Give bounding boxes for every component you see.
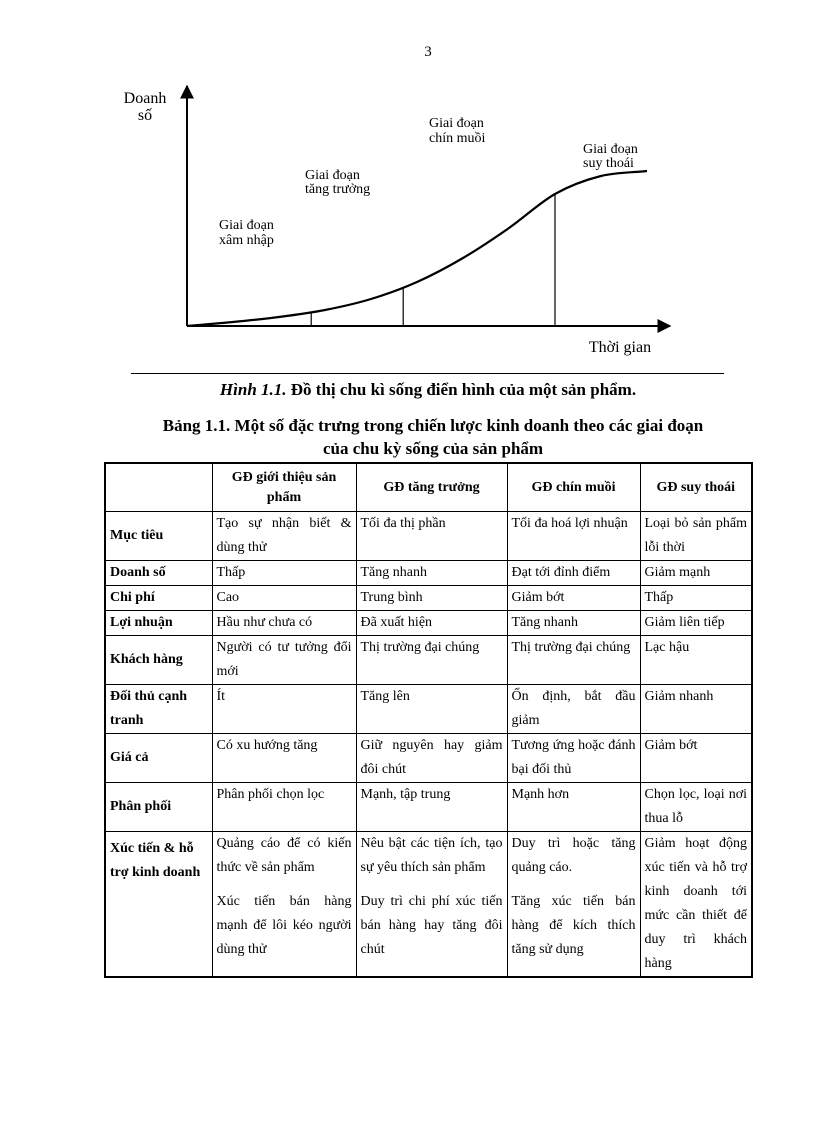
table-cell: Đã xuất hiện [356,611,507,636]
table-cell: Thấp [212,561,356,586]
stage-maturity-label-line1: Giai đoạn [429,116,484,131]
table-cell: Giảm mạnh [640,561,752,586]
stage-decline-label-line1: Giai đoạn [583,142,638,157]
table-row [105,685,752,734]
stage-maturity-label-line2: chín muồi [429,131,486,146]
table-cell: Giữ nguyên hay giảm đôi chút [356,734,507,783]
table-cell: Hầu như chưa có [212,611,356,636]
table-cell: Giảm liên tiếp [640,611,752,636]
table-cell: Tạo sự nhận biết & dùng thử [212,512,356,561]
table-cell: Giảm bớt [640,734,752,783]
table-cell: Phân phối chọn lọc [212,783,356,832]
table-cell: Ổn định, bắt đầu giảm [507,685,640,734]
row-label: Phân phối [105,783,212,832]
table-cell: Tương ứng hoặc đánh bại đối thủ [507,734,640,783]
table-cell: Thị trường đại chúng [356,636,507,685]
table-cell: Cao [212,586,356,611]
table-cell: Tăng lên [356,685,507,734]
row-label: Lợi nhuận [105,611,212,636]
table-cell: Giảm hoạt động xúc tiến và hỗ trợ kinh doanh tới mức cần thiết để duy trì khách hàng [640,832,752,978]
table-cell: Giảm bớt [507,586,640,611]
table-cell: Loại bỏ sản phẩm lỗi thời [640,512,752,561]
table-cell: Mạnh hơn [507,783,640,832]
table-header-cell: GĐ tăng trưởng [356,463,507,512]
x-axis-label: Thời gian [588,339,652,356]
table-caption [110,414,756,460]
table-row [105,512,752,561]
y-axis-label-line1: Doanh [123,90,167,107]
table-header-cell: GĐ chín muồi [507,463,640,512]
table-row [105,561,752,586]
table-cell: Nêu bật các tiện ích, tạo sự yêu thích sản phẩm [356,832,507,890]
strategy-table [104,462,753,978]
stage-introduction-label-line2: xâm nhập [219,233,274,248]
table-cell: Thị trường đại chúng [507,636,640,685]
table-cell: Tăng xúc tiến bán hàng để kích thích tăng sử dụng [507,890,640,977]
sales-curve [187,171,647,326]
table-header-row [105,463,752,512]
row-label [105,890,212,977]
table-row [105,783,752,832]
table-cell: Thấp [640,586,752,611]
table-cell: Duy trì chi phí xúc tiến bán hàng hay tăng đôi chút [356,890,507,977]
figure-caption-text: Đồ thị chu kì sống điển hình của một sản phẩm. [286,380,637,399]
table-cell: Người có tư tưởng đổi mới [212,636,356,685]
row-label: Đối thủ cạnh tranh [105,685,212,734]
stage-growth-label-line2: tăng trưởng [305,182,371,197]
table-caption-line2: của chu kỳ sống của sản phẩm [322,439,544,458]
table-cell: Xúc tiến bán hàng mạnh để lôi kéo người dùng thử [212,890,356,977]
table-header-cell: GĐ giới thiệu sản phẩm [212,463,356,512]
table-row [105,611,752,636]
table-cell: Quảng cáo để có kiến thức về sản phẩm [212,832,356,890]
table-row [105,734,752,783]
table-caption-line1: Bảng 1.1. Một số đặc trưng trong chiến lược kinh doanh theo các giai đoạn [162,416,704,435]
table-cell: Duy trì hoặc tăng quảng cáo. [507,832,640,890]
table-cell: Tối đa thị phần [356,512,507,561]
table-header-cell [105,463,212,512]
row-label: Doanh số [105,561,212,586]
row-label: Chi phí [105,586,212,611]
table-cell: Giảm nhanh [640,685,752,734]
row-label: Khách hàng [105,636,212,685]
table-cell: Tăng nhanh [356,561,507,586]
table-cell: Lạc hậu [640,636,752,685]
table-cell: Chọn lọc, loại nơi thua lỗ [640,783,752,832]
figure-caption-label: Hình 1.1. [219,380,287,399]
table-cell: Trung bình [356,586,507,611]
table-cell: Mạnh, tập trung [356,783,507,832]
figure-caption [0,380,816,400]
table-cell: Tăng nhanh [507,611,640,636]
stage-decline-label-line2: suy thoái [583,156,634,171]
stage-growth-label-line1: Giai đoạn [305,168,360,183]
page-number: 3 [424,44,432,60]
row-label: Xúc tiến & hỗ trợ kinh doanh [105,832,212,890]
product-life-cycle-chart [0,0,816,372]
row-label: Mục tiêu [105,512,212,561]
stage-introduction-label-line1: Giai đoạn [219,218,274,233]
table-row [105,832,752,890]
table-cell: Đạt tới đỉnh điểm [507,561,640,586]
y-axis-label-line2: số [137,107,153,124]
table-row [105,636,752,685]
row-label: Giá cả [105,734,212,783]
table-header-cell: GĐ suy thoái [640,463,752,512]
table-cell: Tối đa hoá lợi nhuận [507,512,640,561]
table-row [105,586,752,611]
table-cell: Ít [212,685,356,734]
separator-line [131,373,724,374]
table-cell: Có xu hướng tăng [212,734,356,783]
